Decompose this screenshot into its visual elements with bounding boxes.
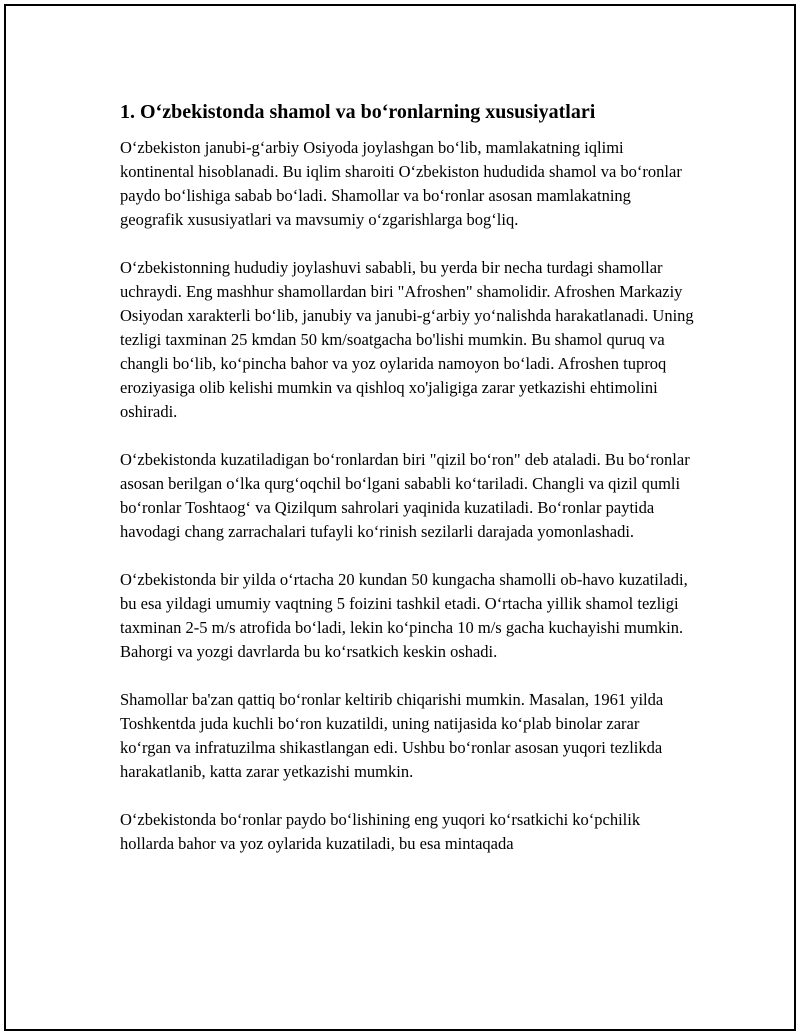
paragraph-severe-storms: Shamollar ba'zan qattiq bo‘ronlar keltirib chiqarishi mumkin. Masalan, 1961 yilda Toshkentda juda kuchli bo‘ron kuzatildi, uning natijasida ko‘plab binolar zarar ko‘rgan va infratuzilma shikastlangan edi. Ushbu bo‘ronlar asosan yuqori tezlikda harakatlanib, katta zarar yetkazishi mumkin. bbox=[120, 690, 664, 781]
page-frame bbox=[4, 4, 796, 1031]
paragraph-afroshen-wind: O‘zbekistonning hududiy joylashuvi sababli, bu yerda bir necha turdagi shamollar uchraydi. Eng mashhur shamollardan biri "Afroshen" shamolidir. Afroshen Markaziy Osiyodan xarakterli bo‘lib, janubiy va janubi-g‘arbiy yo‘nalishda harakatlanadi. Uning tezligi taxminan 25 kmdan 50 km/soatgacha bo'lishi mumkin. Bu shamol quruq va changli bo‘lib, ko‘pincha bahor va yoz oylarida namoyon bo‘ladi. Afroshen tuproq eroziyasiga olib kelishi mumkin va qishloq xo'jaligiga zarar yetkazishi ehtimolini oshiradi. bbox=[120, 258, 694, 421]
paragraph-red-storm: O‘zbekistonda kuzatiladigan bo‘ronlardan biri "qizil bo‘ron" deb ataladi. Bu bo‘ronlar asosan berilgan o‘lka qurg‘oqchil bo‘lgani sababli ko‘tariladi. Changli va qizil qumli bo‘ronlar Toshtaog‘ va Qizilqum sahrolari yaqinida kuzatiladi. Bo‘ronlar paytida havodagi chang zarrachalari tufayli ko‘rinish sezilarli darajada yomonlashadi. bbox=[120, 450, 690, 541]
paragraph-seasonal-peak: O‘zbekistonda bo‘ronlar paydo bo‘lishining eng yuqori ko‘rsatkichi ko‘pchilik hollarda bahor va yoz oylarida kuzatiladi, bu esa mintaqada bbox=[120, 810, 641, 853]
paragraph-climate-intro: O‘zbekiston janubi-g‘arbiy Osiyoda joylashgan bo‘lib, mamlakatning iqlimi kontinental hisoblanadi. Bu iqlim sharoiti O‘zbekiston hududida shamol va bo‘ronlar paydo bo‘lishiga sabab bo‘ladi. Shamollar va bo‘ronlar asosan mamlakatning geografik xususiyatlari va mavsumiy o‘zgarishlarga bog‘liq. bbox=[120, 138, 682, 229]
paragraph-wind-statistics: O‘zbekistonda bir yilda o‘rtacha 20 kundan 50 kungacha shamolli ob-havo kuzatiladi, bu esa yildagi umumiy vaqtning 5 foizini tashkil etadi. O‘rtacha yillik shamol tezligi taxminan 2-5 m/s atrofida bo‘ladi, lekin ko‘pincha 10 m/s gacha kuchayishi mumkin. Bahorgi va yozgi davrlarda bu ko‘rsatkich keskin oshadi. bbox=[120, 570, 688, 661]
section-heading: 1. O‘zbekistonda shamol va bo‘ronlarning xususiyatlari bbox=[120, 101, 596, 123]
document-body bbox=[120, 100, 694, 880]
